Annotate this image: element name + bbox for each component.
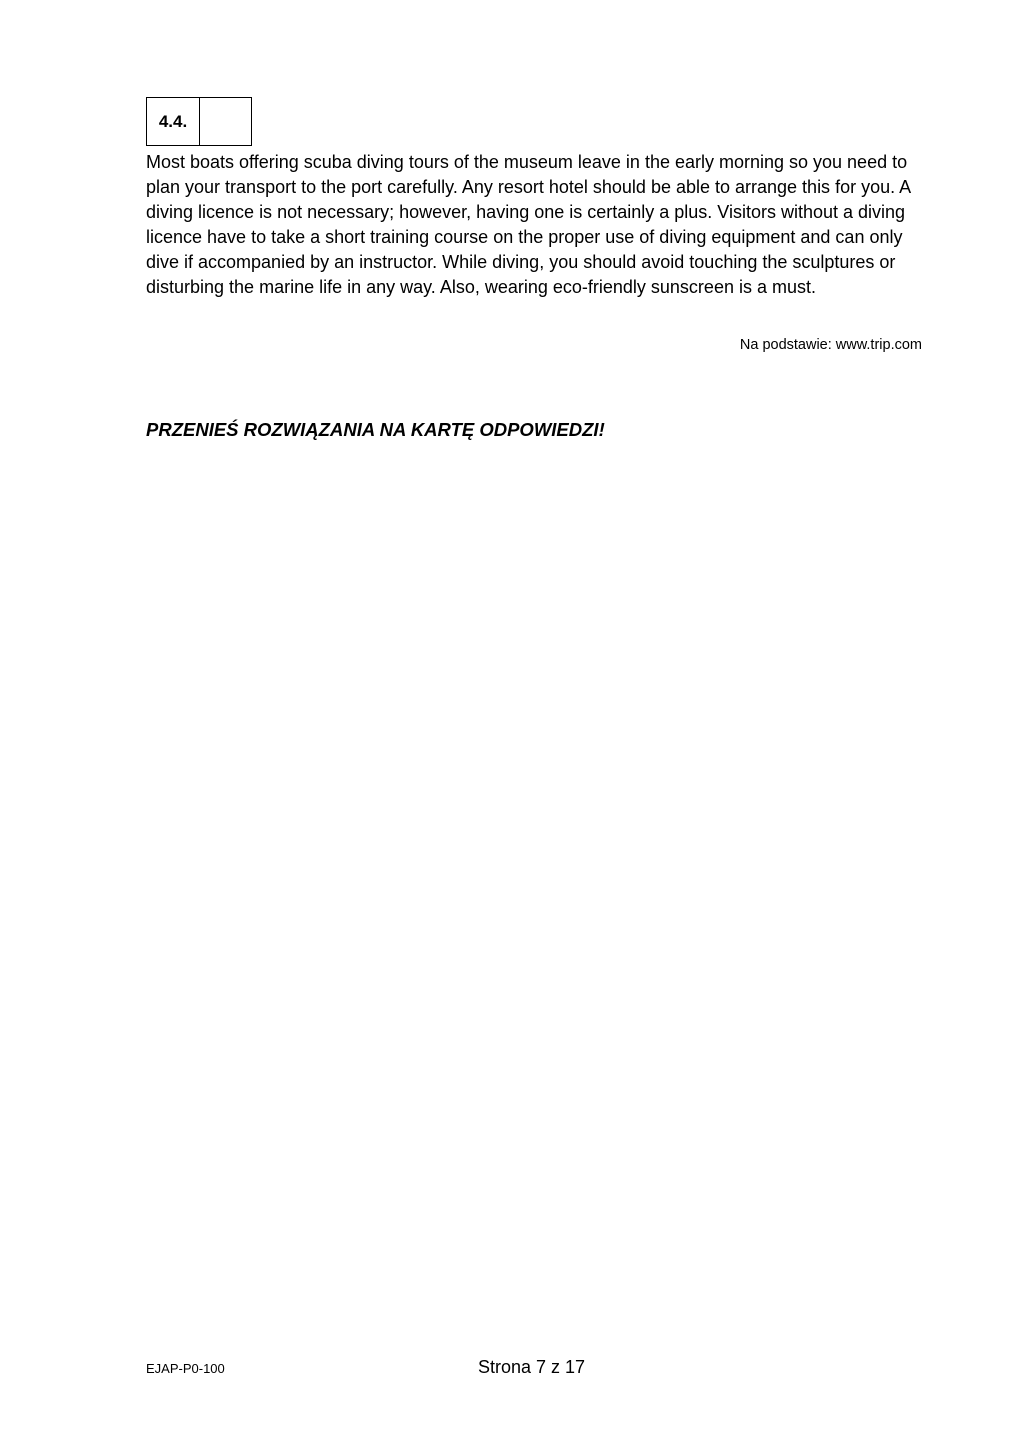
- source-citation: Na podstawie: www.trip.com: [739, 337, 922, 353]
- transfer-instruction: PRZENIEŚ ROZWIĄZANIA NA KARTĘ ODPOWIEDZI!: [146, 419, 605, 440]
- task-answer-box: [146, 97, 252, 146]
- page-number: Strona 7 z 17: [478, 1357, 586, 1377]
- task-number: 4.4.: [147, 98, 200, 145]
- answer-cell[interactable]: [200, 98, 251, 145]
- exam-code: EJAP-P0-100: [146, 1361, 225, 1376]
- passage-text: Most boats offering scuba diving tours of the museum leave in the early morning so you need to plan your transport to the port carefully. Any resort hotel should be able to arrange this for you. A diving licence is not necessary; however, having one is certainly a plus. Visitors without a diving licence have to take a short training course on the proper use of diving equipment and can only dive if accompanied by an instructor. While diving, you should avoid touching the sculptures or disturbing the marine life in any way. Also, wearing eco-friendly sunscreen is a must.: [146, 152, 911, 297]
